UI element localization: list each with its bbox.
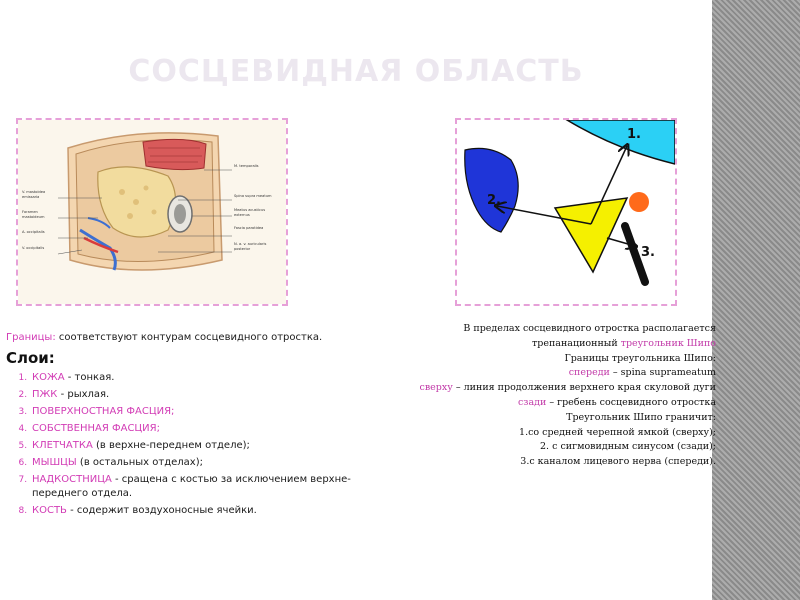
list-item: 2. ПЖК - рыхлая.: [30, 388, 406, 402]
list-item: 4. СОБСТВЕННАЯ ФАСЦИЯ;: [30, 422, 406, 436]
shipo-triangle: [555, 198, 627, 272]
illustration-label: V. mastoidea emissaria: [22, 190, 46, 199]
borders-text: соответствуют контурам сосцевидного отростка.: [58, 332, 323, 343]
illustration-label: M. temporalis: [234, 164, 259, 168]
layers-title: Слои:: [6, 349, 55, 367]
orange-dot: [629, 192, 649, 212]
illustration-label: N. a. v. auricularis posterior: [234, 242, 267, 251]
illustration-labels-right: [234, 164, 284, 252]
list-item: 6. МЫШЦЫ (в остальных отделах);: [30, 456, 406, 470]
anatomy-illustration-frame: [16, 118, 288, 306]
text-line: 3.с каналом лицевого нерва (спереди).: [520, 456, 716, 468]
illustration-label: Foramen mastoideum: [22, 210, 45, 219]
illustration-label: Fascia parotidea: [234, 226, 264, 230]
diagram-number-3: 3.: [641, 245, 655, 260]
list-item: 8. КОСТЬ - содержит воздухоносные ячейки.: [30, 504, 406, 518]
text-line: сверху – линия продолжения верхнего края скуловой дуги: [419, 382, 716, 394]
slide-title: СОСЦЕВИДНАЯ ОБЛАСТЬ: [128, 54, 584, 89]
decorative-side-stripe: [712, 0, 800, 600]
illustration-label: Spina supra meatum: [234, 194, 272, 198]
diagram-number-1: 1.: [627, 127, 641, 142]
text-line: сзади – гребень сосцевидного отростка: [517, 396, 716, 408]
illustration-label: A. occipitalis: [22, 230, 45, 234]
text-line: спереди – spina suprameatum: [568, 367, 716, 379]
list-item: 3. ПОВЕРХНОСТНАЯ ФАСЦИЯ;: [30, 405, 406, 419]
list-item: 1. КОЖА - тонкая.: [30, 371, 406, 385]
shipo-triangle-diagram: [457, 120, 675, 304]
text-line: В пределах сосцевидного отростка располагается: [463, 323, 716, 334]
illustration-labels-left: [22, 190, 60, 262]
shipo-triangle-text-block: [330, 322, 716, 470]
text-line: трепанационный треугольник Шипо: [532, 337, 716, 349]
illustration-label: Meatus acusticus externus: [234, 208, 266, 217]
list-item: 5. КЛЕТЧАТКА (в верхне-переднем отделе);: [30, 439, 406, 453]
list-item: 7. НАДКОСТНИЦА - сращена с костью за исключением верхне-переднего отдела.: [30, 473, 406, 501]
diagram-number-2: 2.: [487, 193, 501, 208]
text-line: 1.со средней черепной ямкой (сверху);: [519, 426, 716, 438]
text-line: 2. с сигмовидным синусом (сзади);: [540, 441, 716, 453]
text-line: Треугольник Шипо граничит:: [566, 411, 716, 423]
illustration-label: V. occipitalis: [22, 246, 45, 250]
sigmoid-sinus-region: [465, 148, 518, 232]
shipo-triangle-diagram-frame: [455, 118, 677, 306]
borders-label: Границы:: [6, 332, 56, 343]
text-line: Границы треугольника Шипо:: [564, 352, 716, 364]
